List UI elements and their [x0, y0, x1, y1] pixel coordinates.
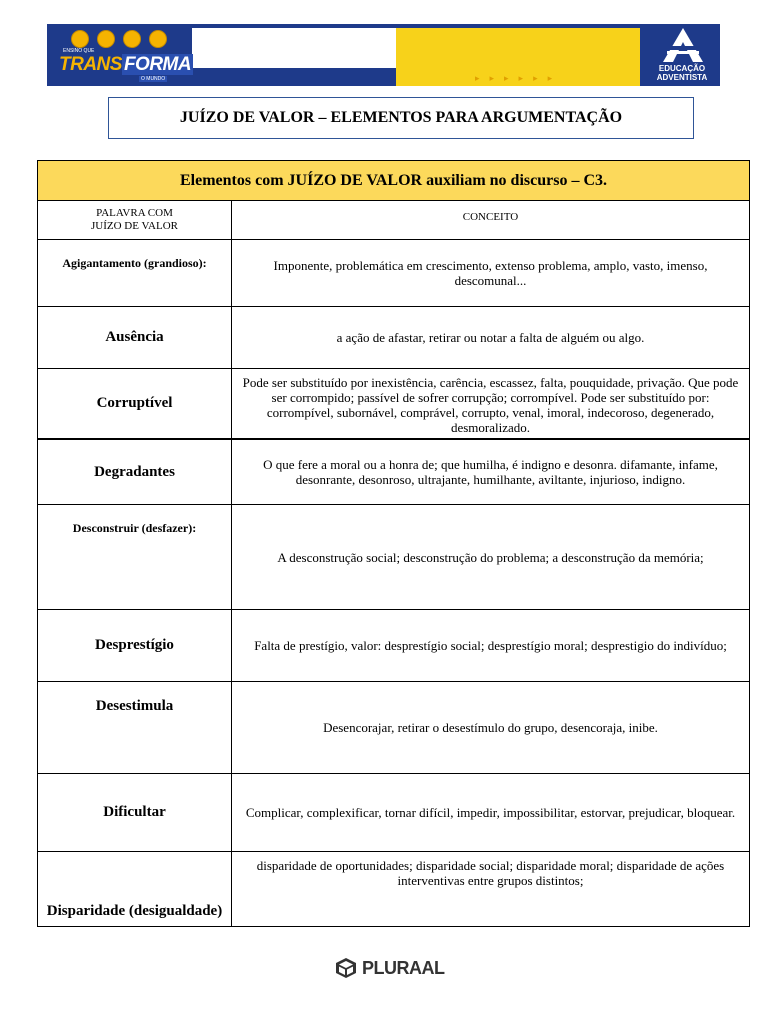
concept-cell: disparidade de oportunidades; disparidade social; disparidade moral; disparidade de ações interventivas entre grupos distintos;: [256, 858, 725, 888]
concept-cell: Complicar, complexificar, tornar difícil, impedir, impossibilitar, estorvar, prejudicar, bloquear.: [245, 805, 736, 820]
educacao-adventista-logo: [645, 28, 719, 84]
column-header-word-line2: JUÍZO DE VALOR: [91, 220, 178, 232]
concept-cell: Falta de prestígio, valor: desprestígio social; desprestígio moral; desprestigio do indivíduo;: [254, 638, 727, 653]
table-row: [38, 369, 749, 440]
concept-cell: Desencorajar, retirar o desestímulo do grupo, desencoraja, inibe.: [323, 720, 658, 735]
column-header-concept: CONCEITO: [462, 211, 519, 223]
concept-cell: A desconstrução social; desconstrução do problema; a desconstrução da memória;: [277, 549, 704, 565]
table-row: [38, 852, 749, 926]
column-header-word: [38, 201, 232, 239]
word-cell: Dificultar: [38, 774, 232, 851]
table-row: [38, 610, 749, 682]
logo-small-text: ENSINO QUE: [63, 48, 95, 54]
word-cell: Degradantes: [38, 440, 232, 504]
logo-main-b: FORMA: [123, 54, 192, 75]
table-row: [38, 240, 749, 307]
logo-main-text: [59, 54, 193, 76]
adventista-a-icon: [663, 28, 703, 62]
table-caption: Elementos com JUÍZO DE VALOR auxiliam no discurso – C3.: [38, 161, 749, 201]
pluraal-cube-icon: [334, 956, 358, 980]
brand-text: [645, 64, 719, 82]
footer-logo: [334, 956, 445, 980]
word-cell: Corruptível: [38, 369, 232, 438]
brand-line2: ADVENTISTA: [656, 73, 708, 82]
word-cell: Ausência: [38, 307, 232, 368]
concept-cell: a ação de afastar, retirar ou notar a falta de alguém ou algo.: [336, 330, 645, 345]
header-banner: [47, 24, 720, 86]
word-cell: Agigantamento (grandioso):: [38, 240, 232, 306]
word-cell: Desprestígio: [38, 610, 232, 681]
concept-cell: O que fere a moral ou a honra de; que humilha, é indigno e desonra. difamante, infame, desonrante, desonroso, ultrajante, humilhante, aviltante, injurioso, indigno.: [263, 457, 718, 487]
table-row: [38, 774, 749, 852]
page-title: JUÍZO DE VALOR – ELEMENTOS PARA ARGUMENTAÇÃO: [108, 97, 694, 139]
word-cell: Desestimula: [38, 682, 232, 773]
column-header-word-line1: PALAVRA COM: [96, 207, 173, 219]
pencil-icon: [71, 30, 89, 48]
table-row: [38, 440, 749, 505]
value-judgment-table: [37, 160, 750, 927]
transforma-logo: [53, 28, 192, 82]
word-cell: Desconstruir (desfazer):: [38, 505, 232, 609]
table-row: [38, 307, 749, 369]
table-row: [38, 505, 749, 610]
word-cell: Disparidade (desigualdade): [38, 852, 232, 926]
logo-icons: [71, 30, 167, 48]
globe-icon: [123, 30, 141, 48]
book-icon: [97, 30, 115, 48]
banner-white-stripe: [192, 28, 396, 68]
paper-icon: [149, 30, 167, 48]
logo-main-a: TRANS: [59, 54, 122, 75]
logo-sub-text: O MUNDO: [141, 76, 166, 82]
concept-cell: Pode ser substituído por inexistência, carência, escassez, falta, pouquidade, privação. Que pode ser corrompido; passível de sofrer corrupção; corrompível. Pode ser substituído por: corrompível, subornável, comprável, corrupto, venal, imoral, indecoroso, degenerado, desmoralizado.: [242, 375, 739, 435]
table-row: [38, 682, 749, 774]
brand-line1: EDUCAÇÃO: [658, 64, 706, 73]
footer-brand: PLURAAL: [362, 957, 445, 978]
table-header-row: [38, 201, 749, 240]
concept-cell: Imponente, problemática em crescimento, extenso problema, amplo, vasto, imenso, descomunal...: [273, 258, 708, 288]
banner-arrows-decoration: ▸▸▸▸▸▸: [475, 74, 563, 84]
